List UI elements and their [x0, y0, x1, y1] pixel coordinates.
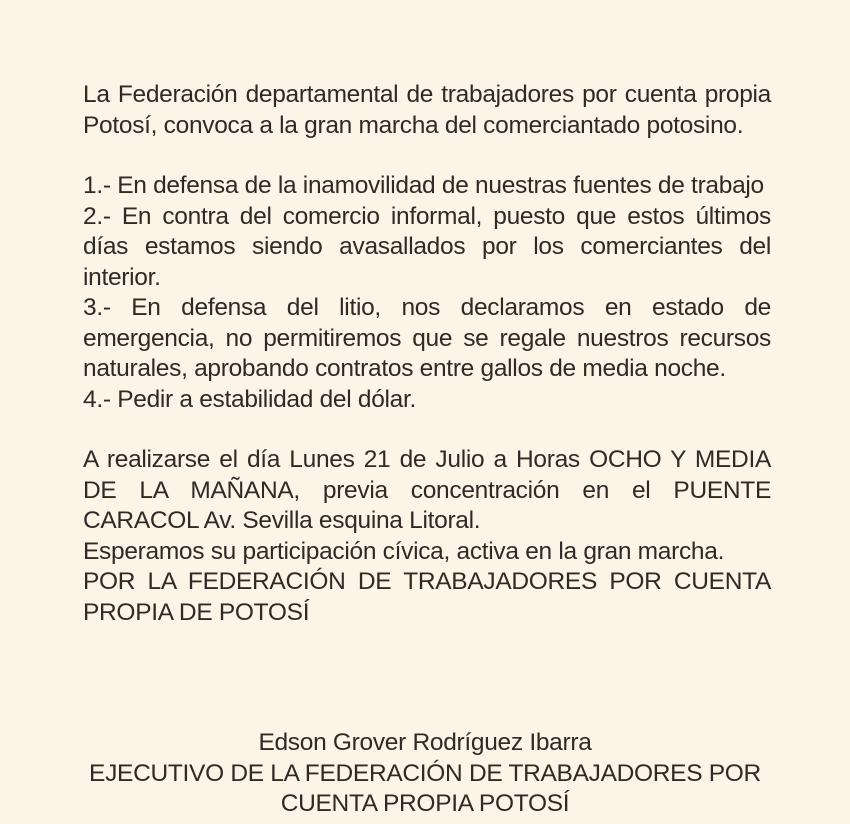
- closing-line: Esperamos su participación cívica, activa en la gran marcha.: [83, 537, 725, 565]
- intro-paragraph: La Federación departamental de trabajadores por cuenta propia Potosí, convoca a la gran marcha del comerciantado potosino.: [83, 81, 771, 139]
- point-2: 2.- En contra del comercio informal, puesto que estos últimos días estamos siendo avasallados por los comerciantes del interior.: [83, 202, 771, 291]
- document-body: [83, 80, 771, 628]
- on-behalf-line: POR LA FEDERACIÓN DE TRABAJADORES POR CUENTA PROPIA DE POTOSÍ: [83, 568, 771, 626]
- point-4: 4.- Pedir a estabilidad del dólar.: [83, 385, 417, 413]
- point-1: 1.- En defensa de la inamovilidad de nuestras fuentes de trabajo: [83, 172, 764, 199]
- paragraph-spacer: [83, 141, 771, 171]
- signature-block: [40, 728, 810, 820]
- paragraph-spacer: [83, 415, 771, 445]
- event-paragraph: A realizarse el día Lunes 21 de Julio a Horas OCHO Y MEDIA DE LA MAÑANA, previa concentración en el PUENTE CARACOL Av. Sevilla esquina Litoral.: [83, 446, 771, 534]
- signatory-name: Edson Grover Rodríguez Ibarra: [258, 729, 592, 756]
- signatory-title: EJECUTIVO DE LA FEDERACIÓN DE TRABAJADORES POR CUENTA PROPIA POTOSÍ: [89, 759, 761, 817]
- point-3: 3.- En defensa del litio, nos declaramos en estado de emergencia, no permitiremos que se regale nuestros recursos naturales, aprobando contratos entre gallos de media noche.: [83, 294, 771, 382]
